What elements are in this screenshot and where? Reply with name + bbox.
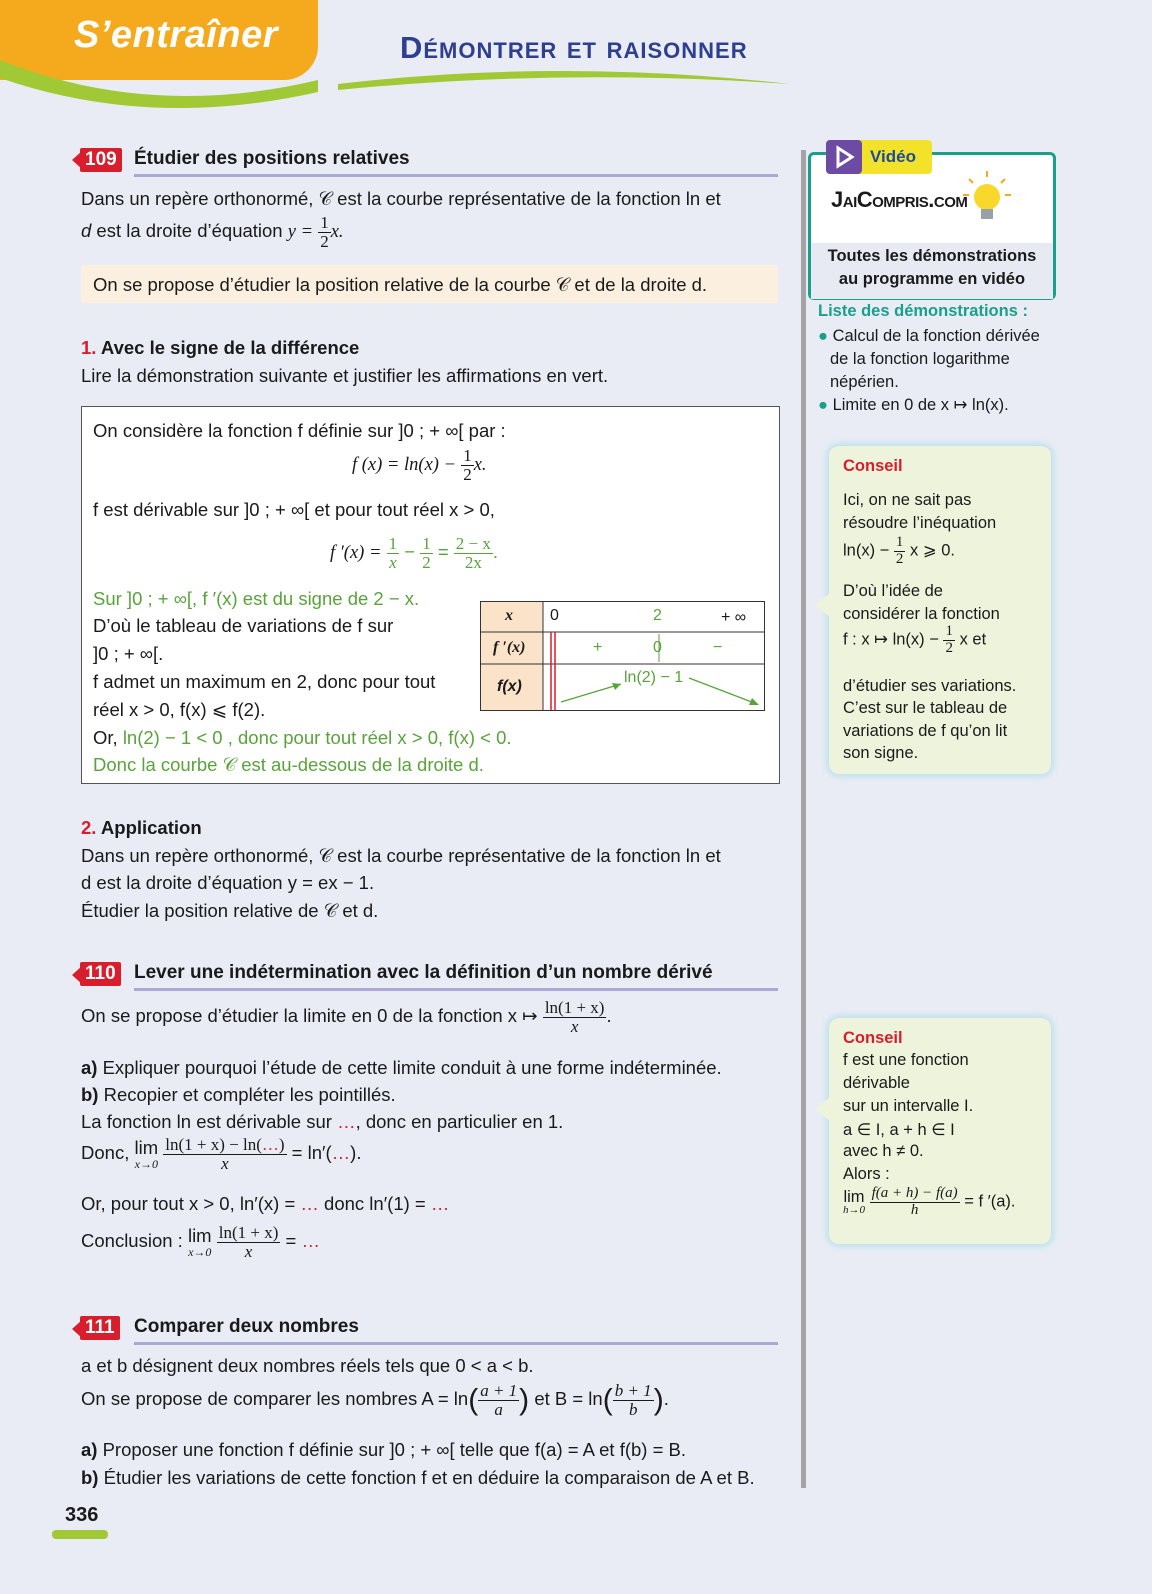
column-separator	[801, 150, 806, 1488]
play-button[interactable]	[826, 140, 862, 174]
ex110-line5: Donc, lim x→0 $\frac{\ln(1 + x) - \ln(\dots)}{x}$ = ln′(…).	[81, 1135, 362, 1173]
title-rule	[134, 988, 778, 991]
table-header-x: x	[505, 607, 513, 624]
box-line10: Or, ln(2) − 1 < 0 , donc pour tout réel x > 0, f(x) < 0.	[93, 727, 512, 748]
advice-box: Conseil Ici, on ne sait pas résoudre l’inéquation ln(x) − $\frac{1}{2}$ x ⩾ 0. D’où l’idée de considérer la fonction f : x ↦ ln(x) − $\frac{1}{2}$ x et d’étudier ses variations. C’est sur le tableau de variations de f qu’on lit son signe.	[829, 446, 1051, 774]
section-label: S’entraîner	[74, 14, 279, 56]
video-box[interactable]	[808, 152, 1056, 300]
demo-list-title: Liste des démonstrations :	[818, 302, 1028, 320]
table-x1: 2	[653, 607, 662, 624]
advice-box: Conseil f est une fonction dérivable sur un intervalle I. a ∈ I, a + h ∈ I avec h ≠ 0. Alors : lim h→0 $\frac{f(a + h) - f(a)}{h}$ = f ′(a).	[829, 1018, 1051, 1244]
demo-list: ● Calcul de la fonction dérivée de la fonction logarithme népérien. ● Limite en 0 de x ↦ ln(x).	[818, 325, 1040, 417]
exercise-title: Lever une indétermination avec la définition d’un nombre dérivé	[134, 962, 713, 983]
ex109-intro-line2: d est la droite d’équation y = $\frac{1}{2}$ x.	[81, 213, 344, 251]
ex110-line4: La fonction ln est dérivable sur …, donc en particulier en 1.	[81, 1111, 564, 1132]
box-line11: Donc la courbe 𝒞 est au-dessous de la droite d.	[93, 754, 484, 775]
exercise-title: Étudier des positions relatives	[134, 148, 410, 169]
part2-heading: 2. Application	[81, 817, 202, 838]
demo-list-item: ● Calcul de la fonction dérivée	[818, 327, 1040, 345]
advice-pointer	[815, 1096, 831, 1122]
lightbulb-icon	[961, 169, 1013, 229]
demonstration-box	[81, 406, 780, 784]
ex109-intro-box	[81, 265, 778, 303]
box-line6: D’où le tableau de variations de f sur	[93, 615, 394, 636]
box-line9: réel x > 0, f(x) ⩽ f(2).	[93, 699, 266, 720]
ex109-propose: On se propose d’étudier la position relative de la courbe 𝒞 et de la droite d.	[93, 274, 708, 295]
box-line7: ]0 ; + ∞[.	[93, 643, 164, 664]
ex110-line1: On se propose d’étudier la limite en 0 de la fonction x ↦ $\frac{\ln(1 + x)}{x}$ .	[81, 998, 612, 1036]
table-sign-minus: −	[713, 639, 723, 656]
part1-instructions: Lire la démonstration suivante et justifier les affirmations en vert.	[81, 365, 609, 386]
title-rule	[134, 174, 778, 177]
advice-title: Conseil	[843, 457, 903, 475]
table-x2: + ∞	[721, 609, 747, 626]
ex111-line1: a et b désignent deux nombres réels tels que 0 < a < b.	[81, 1355, 534, 1376]
advice-title: Conseil	[843, 1029, 903, 1047]
box-line8: f admet un maximum en 2, donc pour tout	[93, 671, 436, 692]
page-number: 336	[65, 1504, 99, 1526]
page-title: Démontrer et raisonner	[400, 30, 748, 65]
ex110-conclusion: Conclusion : lim x→0 $\frac{\ln(1 + x)}{x}$ = …	[81, 1223, 320, 1261]
ex110-question-b: b) Recopier et compléter les pointillés.	[81, 1084, 396, 1105]
video-logo: JaiCompris.com	[831, 187, 968, 212]
exercise-number: 111	[80, 1316, 120, 1340]
exercise-number: 110	[80, 962, 121, 986]
page-number-bar	[52, 1530, 108, 1539]
part2-line2: d est la droite d’équation y = ex − 1.	[81, 872, 375, 893]
box-line4: f ′(x) = $\frac{1}{x}$ − $\frac{1}{2}$ = $\frac{2 - x}{2x}$ .	[330, 534, 499, 572]
advice-pointer	[815, 592, 831, 618]
ex111-question-b: b) Étudier les variations de cette fonction f et en déduire la comparaison de A et B.	[81, 1467, 755, 1488]
part2-line1: Dans un repère orthonormé, 𝒞 est la courbe représentative de la fonction ln et	[81, 845, 721, 866]
ex110-question-a: a) Expliquer pourquoi l’étude de cette limite conduit à une forme indéterminée.	[81, 1057, 722, 1078]
box-line5: Sur ]0 ; + ∞[, f ′(x) est du signe de 2 − x.	[93, 588, 420, 609]
ex110-line6: Or, pour tout x > 0, ln′(x) = … donc ln′(1) = …	[81, 1193, 450, 1214]
part2-line3: Étudier la position relative de 𝒞 et d.	[81, 900, 379, 921]
table-sign-plus: +	[593, 639, 603, 656]
title-rule	[134, 1342, 778, 1345]
ex109-intro-line1: Dans un repère orthonormé, 𝒞 est la courbe représentative de la fonction ln et	[81, 188, 721, 209]
video-description: Toutes les démonstrations au programme en vidéo	[827, 247, 1037, 288]
table-header-fprime: f ′(x)	[493, 639, 526, 656]
table-x0: 0	[550, 607, 559, 624]
table-max-value: ln(2) − 1	[624, 669, 684, 686]
play-icon	[826, 140, 862, 174]
table-sign-zero: 0	[653, 639, 662, 656]
ex111-line2: On se propose de comparer les nombres A = ln( $\frac{a + 1}{a}$ ) et B = ln( $\frac{b + 1}{b}$ ).	[81, 1381, 669, 1419]
exercise-number: 109	[80, 148, 122, 172]
variation-table	[480, 601, 765, 711]
box-line3: f est dérivable sur ]0 ; + ∞[ et pour tout réel x > 0,	[93, 499, 495, 520]
exercise-title: Comparer deux nombres	[134, 1316, 359, 1337]
table-header-f: f(x)	[497, 678, 522, 695]
box-line1: On considère la fonction f définie sur ]0 ; + ∞[ par :	[93, 420, 506, 441]
demo-list-item: ● Limite en 0 de x ↦ ln(x).	[818, 396, 1009, 414]
box-line2: f (x) = ln(x) − $\frac{1}{2}$ x.	[352, 446, 487, 484]
video-label: Vidéo	[870, 147, 916, 166]
part1-heading: 1. Avec le signe de la différence	[81, 337, 360, 358]
ex111-question-a: a) Proposer une fonction f définie sur ]0 ; + ∞[ telle que f(a) = A et f(b) = B.	[81, 1439, 687, 1460]
